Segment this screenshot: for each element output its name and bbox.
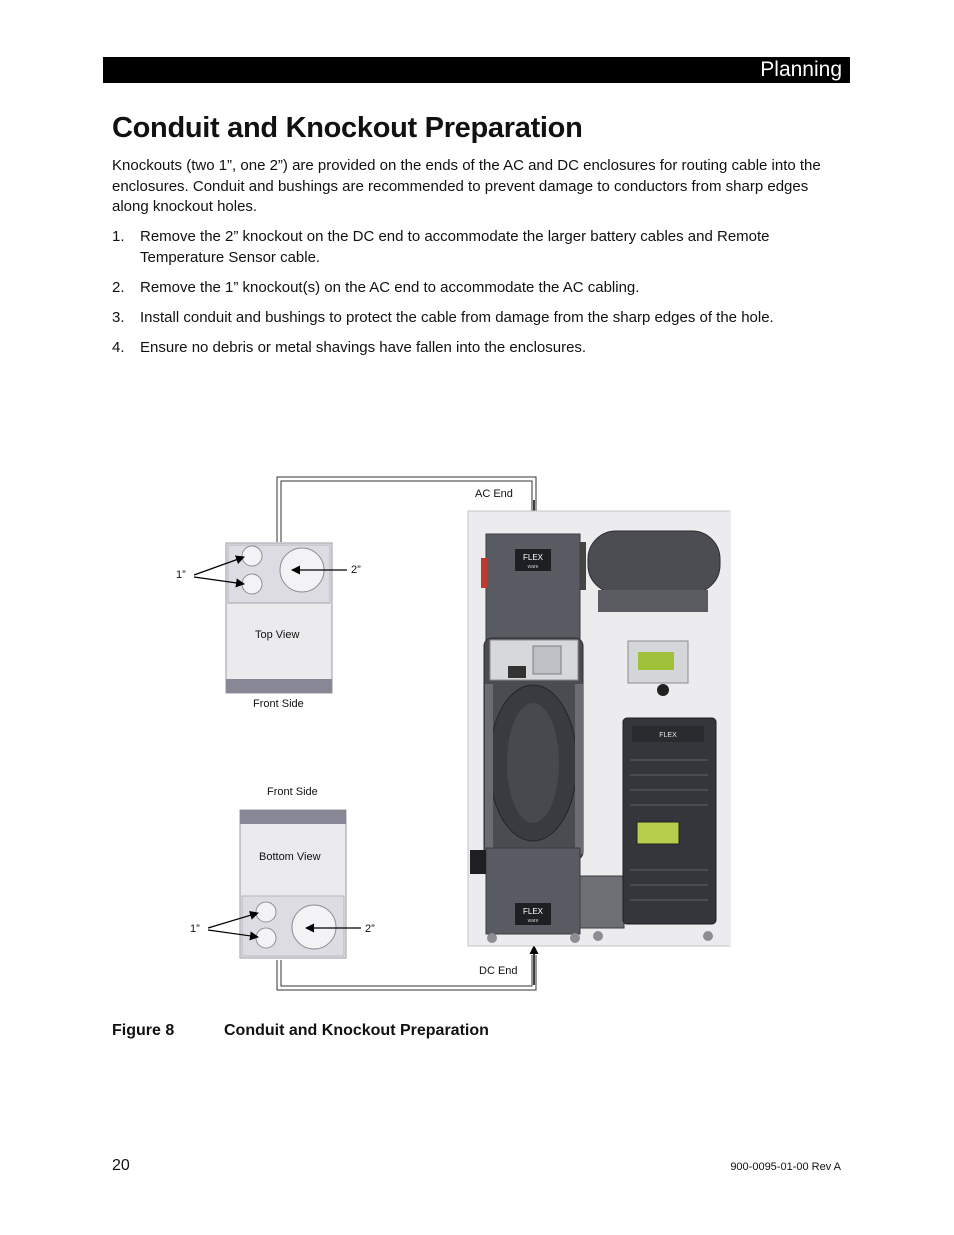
label-dc-end: DC End [479, 965, 518, 977]
label-one-inch-top: 1” [176, 569, 186, 581]
label-two-inch-top: 2” [351, 564, 361, 576]
label-top-view: Top View [255, 629, 300, 641]
list-item [112, 338, 847, 359]
page-number: 20 [112, 1157, 130, 1174]
label-front-side-bottom: Front Side [267, 786, 318, 798]
steps-list [112, 227, 847, 368]
figure-caption [112, 1022, 489, 1040]
flex-logo-top: FLEX [522, 553, 544, 562]
page-title: Conduit and Knockout Preparation [112, 112, 583, 144]
list-item [112, 227, 847, 268]
step-number: 4. [112, 338, 125, 356]
label-one-inch-bottom: 1” [190, 923, 200, 935]
conduit-knockout-figure [0, 470, 954, 1000]
step-text: Install conduit and bushings to protect the cable from damage from the sharp edges of the hole. [140, 308, 774, 326]
top-view-enclosure [226, 543, 332, 693]
flexpower-system-illustration [468, 511, 730, 946]
ware-logo-top: ware [527, 564, 539, 570]
figure-title: Conduit and Knockout Preparation [224, 1022, 489, 1039]
step-text: Ensure no debris or metal shavings have fallen into the enclosures. [140, 338, 587, 356]
step-number: 2. [112, 278, 125, 296]
step-text: Remove the 1” knockout(s) on the AC end to accommodate the AC cabling. [140, 278, 640, 296]
step-number: 1. [112, 228, 125, 245]
label-front-side-top: Front Side [253, 698, 304, 710]
section-header-bar [103, 57, 850, 83]
label-bottom-view: Bottom View [259, 851, 321, 863]
label-two-inch-bottom: 2” [365, 923, 375, 935]
step-number: 3. [112, 308, 125, 326]
flex-logo-bottom: FLEX [522, 907, 544, 916]
step-text: Remove the 2” knockout on the DC end to accommodate the larger battery cables and Remote Temperature Sensor cable. [140, 228, 770, 266]
label-ac-end: AC End [475, 488, 513, 500]
document-id: 900-0095-01-00 Rev A [730, 1161, 841, 1173]
figure-label: Figure 8 [112, 1022, 175, 1039]
bottom-view-enclosure [240, 810, 346, 958]
intro-paragraph: Knockouts (two 1”, one 2”) are provided on the ends of the AC and DC enclosures for routing cable into the enclosures. Conduit and bushings are recommended to prevent damage to conductors from sharp edges along knockout holes. [112, 157, 821, 215]
list-item [112, 308, 847, 329]
ware-logo-bottom: ware [527, 918, 539, 924]
list-item [112, 278, 847, 299]
section-label: Planning [760, 58, 842, 81]
flexmax-logo: FLEX [659, 732, 677, 739]
